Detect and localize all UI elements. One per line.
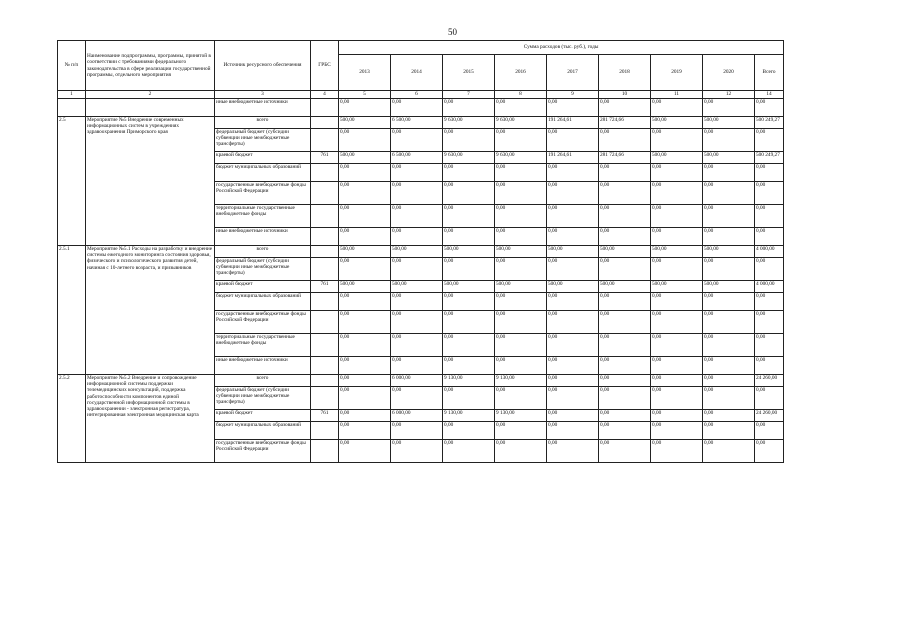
amount-cell: 0,00	[443, 205, 495, 228]
amount-cell: 0,00	[599, 228, 651, 246]
funding-source: краевой бюджет	[215, 281, 311, 293]
amount-cell: 500,00	[495, 281, 547, 293]
amount-cell: 0,00	[443, 440, 495, 463]
amount-cell: 0,00	[755, 422, 784, 440]
amount-cell: 0,00	[651, 410, 703, 422]
amount-cell: 0,00	[547, 182, 599, 205]
amount-cell: 0,00	[443, 99, 495, 117]
amount-cell: 0,00	[495, 258, 547, 281]
amount-cell: 0,00	[495, 293, 547, 311]
grbs-code	[311, 258, 339, 281]
funding-source: всего	[215, 117, 311, 129]
amount-cell: 0,00	[703, 99, 755, 117]
header-year: 2019	[651, 55, 703, 91]
amount-cell: 0,00	[703, 410, 755, 422]
amount-cell: 0,00	[547, 440, 599, 463]
amount-cell: 9 630,00	[495, 117, 547, 129]
amount-cell: 0,00	[547, 99, 599, 117]
grbs-code	[311, 182, 339, 205]
grbs-code	[311, 164, 339, 182]
amount-cell: 0,00	[391, 422, 443, 440]
amount-cell: 0,00	[391, 311, 443, 334]
amount-cell: 0,00	[391, 99, 443, 117]
amount-cell: 0,00	[339, 99, 391, 117]
amount-cell: 0,00	[703, 387, 755, 410]
column-number: 8	[495, 91, 547, 99]
amount-cell: 9 130,00	[443, 410, 495, 422]
table-row	[58, 375, 784, 387]
amount-cell: 0,00	[755, 164, 784, 182]
amount-cell: 0,00	[651, 311, 703, 334]
header-grbs: ГРБС	[311, 41, 339, 91]
funding-source: государственные внебюджетные фонды Российской Федерации	[215, 182, 311, 205]
table-row	[58, 117, 784, 129]
amount-cell: 0,00	[703, 375, 755, 387]
amount-cell: 0,00	[651, 387, 703, 410]
amount-cell: 6 500,00	[391, 152, 443, 164]
amount-cell: 0,00	[599, 129, 651, 152]
amount-cell: 500,00	[703, 117, 755, 129]
amount-cell: 0,00	[651, 228, 703, 246]
amount-cell: 0,00	[547, 228, 599, 246]
amount-cell: 0,00	[703, 357, 755, 375]
amount-cell: 500,00	[339, 281, 391, 293]
amount-cell: 9 630,00	[495, 152, 547, 164]
amount-cell: 0,00	[547, 311, 599, 334]
amount-cell: 0,00	[651, 258, 703, 281]
grbs-code	[311, 99, 339, 117]
column-number: 14	[755, 91, 784, 99]
header-year: 2020	[703, 55, 755, 91]
header-year: 2017	[547, 55, 599, 91]
header-year: 2015	[443, 55, 495, 91]
grbs-code	[311, 387, 339, 410]
amount-cell: 500,00	[547, 246, 599, 258]
amount-cell: 0,00	[547, 422, 599, 440]
amount-cell: 0,00	[391, 164, 443, 182]
column-number: 11	[651, 91, 703, 99]
row-number	[58, 99, 86, 117]
column-number: 7	[443, 91, 495, 99]
amount-cell: 0,00	[495, 422, 547, 440]
amount-cell: 0,00	[651, 357, 703, 375]
amount-cell: 0,00	[755, 129, 784, 152]
amount-cell: 0,00	[651, 334, 703, 357]
amount-cell: 500,00	[599, 246, 651, 258]
amount-cell: 0,00	[443, 293, 495, 311]
amount-cell: 0,00	[599, 293, 651, 311]
amount-cell: 0,00	[495, 205, 547, 228]
funding-source: бюджет муниципальных образований	[215, 164, 311, 182]
funding-source: иные внебюджетные источники	[215, 99, 311, 117]
amount-cell: 9 130,00	[443, 375, 495, 387]
amount-cell: 0,00	[755, 99, 784, 117]
amount-cell: 0,00	[339, 293, 391, 311]
amount-cell: 500,00	[443, 281, 495, 293]
amount-cell: 0,00	[599, 334, 651, 357]
amount-cell: 500,00	[651, 246, 703, 258]
amount-cell: 0,00	[495, 182, 547, 205]
amount-cell: 0,00	[547, 205, 599, 228]
grbs-code	[311, 228, 339, 246]
amount-cell: 0,00	[443, 334, 495, 357]
amount-cell: 0,00	[651, 182, 703, 205]
amount-cell: 0,00	[339, 258, 391, 281]
amount-cell: 0,00	[755, 205, 784, 228]
amount-cell: 0,00	[703, 258, 755, 281]
column-number: 9	[547, 91, 599, 99]
funding-source: федеральный бюджет (субсидии субвенции иные межбюджетные трансферты)	[215, 387, 311, 410]
funding-source: федеральный бюджет (субсидии субвенции иные межбюджетные трансферты)	[215, 129, 311, 152]
amount-cell: 0,00	[651, 375, 703, 387]
amount-cell: 0,00	[651, 293, 703, 311]
amount-cell: 500,00	[339, 152, 391, 164]
header-year: 2016	[495, 55, 547, 91]
column-number: 2	[86, 91, 215, 99]
amount-cell: 6 000,00	[391, 375, 443, 387]
amount-cell: 500,00	[703, 152, 755, 164]
column-number: 10	[599, 91, 651, 99]
funding-source: иные внебюджетные источники	[215, 228, 311, 246]
amount-cell: 0,00	[599, 410, 651, 422]
amount-cell: 500 249,27	[755, 117, 784, 129]
measure-name: Мероприятие №5.2 Внедрение и сопровождение информационной системы поддержки телемедицинских консультаций, поддержка работоспособности компонентов единой государственной информационной системы в здравоохранении - электронная регистратура, интегрированная электронная медицинская карта	[86, 375, 215, 463]
amount-cell: 0,00	[339, 334, 391, 357]
column-number: 6	[391, 91, 443, 99]
amount-cell: 0,00	[755, 258, 784, 281]
amount-cell: 0,00	[495, 357, 547, 375]
amount-cell: 9 130,00	[495, 375, 547, 387]
amount-cell: 0,00	[443, 357, 495, 375]
grbs-code: 761	[311, 410, 339, 422]
header-year: 2013	[339, 55, 391, 91]
amount-cell: 0,00	[443, 164, 495, 182]
amount-cell: 4 000,00	[755, 246, 784, 258]
amount-cell: 0,00	[339, 205, 391, 228]
amount-cell: 0,00	[391, 440, 443, 463]
amount-cell: 500,00	[339, 246, 391, 258]
amount-cell: 0,00	[651, 440, 703, 463]
amount-cell: 500,00	[391, 246, 443, 258]
amount-cell: 0,00	[443, 387, 495, 410]
amount-cell: 0,00	[703, 422, 755, 440]
funding-source: краевой бюджет	[215, 410, 311, 422]
amount-cell: 0,00	[391, 228, 443, 246]
amount-cell: 0,00	[339, 440, 391, 463]
amount-cell: 0,00	[495, 228, 547, 246]
amount-cell: 0,00	[443, 422, 495, 440]
amount-cell: 0,00	[755, 293, 784, 311]
amount-cell: 0,00	[339, 311, 391, 334]
amount-cell: 0,00	[547, 164, 599, 182]
funding-source: иные внебюджетные источники	[215, 357, 311, 375]
amount-cell: 0,00	[547, 375, 599, 387]
amount-cell: 0,00	[651, 129, 703, 152]
amount-cell: 0,00	[391, 387, 443, 410]
amount-cell: 0,00	[599, 375, 651, 387]
amount-cell: 281 724,66	[599, 117, 651, 129]
amount-cell: 0,00	[495, 311, 547, 334]
amount-cell: 0,00	[339, 375, 391, 387]
funding-source: государственные внебюджетные фонды Российской Федерации	[215, 311, 311, 334]
amount-cell: 0,00	[755, 387, 784, 410]
amount-cell: 0,00	[651, 205, 703, 228]
amount-cell: 0,00	[651, 99, 703, 117]
amount-cell: 191 264,61	[547, 152, 599, 164]
amount-cell: 0,00	[755, 311, 784, 334]
amount-cell: 0,00	[703, 311, 755, 334]
grbs-code	[311, 293, 339, 311]
amount-cell: 0,00	[651, 422, 703, 440]
header-year: Всего	[755, 55, 784, 91]
amount-cell: 0,00	[547, 129, 599, 152]
grbs-code	[311, 117, 339, 129]
amount-cell: 0,00	[703, 164, 755, 182]
grbs-code	[311, 334, 339, 357]
amount-cell: 0,00	[495, 129, 547, 152]
table-row	[58, 246, 784, 258]
funding-source: всего	[215, 375, 311, 387]
amount-cell: 0,00	[339, 164, 391, 182]
amount-cell: 0,00	[703, 182, 755, 205]
measure-name: Мероприятие №5.1 Расходы на разработку и внедрение системы ежегодного мониторинга состояния здоровья, физического и психологического развития детей, начиная с 10-летнего возраста, и призывников	[86, 246, 215, 375]
grbs-code	[311, 375, 339, 387]
amount-cell: 0,00	[339, 357, 391, 375]
amount-cell: 0,00	[339, 129, 391, 152]
grbs-code	[311, 440, 339, 463]
amount-cell: 0,00	[391, 182, 443, 205]
amount-cell: 0,00	[599, 357, 651, 375]
funding-source: территориальные государственные внебюджетные фонды	[215, 334, 311, 357]
amount-cell: 9 630,00	[443, 117, 495, 129]
header-source: Источник ресурсного обеспечения	[215, 41, 311, 91]
amount-cell: 0,00	[339, 228, 391, 246]
header-year: 2014	[391, 55, 443, 91]
amount-cell: 500,00	[651, 117, 703, 129]
amount-cell: 0,00	[703, 129, 755, 152]
amount-cell: 0,00	[599, 422, 651, 440]
amount-cell: 0,00	[547, 357, 599, 375]
funding-source: государственные внебюджетные фонды Российской Федерации	[215, 440, 311, 463]
amount-cell: 0,00	[599, 182, 651, 205]
amount-cell: 0,00	[495, 334, 547, 357]
header-num: № п/п	[58, 41, 86, 91]
table-row	[58, 99, 784, 117]
amount-cell: 500,00	[703, 246, 755, 258]
amount-cell: 500,00	[703, 281, 755, 293]
amount-cell: 0,00	[495, 164, 547, 182]
amount-cell: 0,00	[599, 164, 651, 182]
amount-cell: 4 000,00	[755, 281, 784, 293]
amount-cell: 281 724,66	[599, 152, 651, 164]
amount-cell: 0,00	[391, 205, 443, 228]
amount-cell: 500,00	[443, 246, 495, 258]
amount-cell: 0,00	[755, 334, 784, 357]
amount-cell: 0,00	[599, 205, 651, 228]
amount-cell: 0,00	[599, 440, 651, 463]
amount-cell: 0,00	[391, 293, 443, 311]
amount-cell: 0,00	[339, 387, 391, 410]
column-number: 4	[311, 91, 339, 99]
amount-cell: 0,00	[703, 334, 755, 357]
column-number: 5	[339, 91, 391, 99]
column-number: 3	[215, 91, 311, 99]
amount-cell: 0,00	[495, 99, 547, 117]
grbs-code	[311, 246, 339, 258]
measure-name: Мероприятие №5 Внедрение современных информационных систем в учреждениях здравоохранения Приморского края	[86, 117, 215, 246]
amount-cell: 0,00	[339, 410, 391, 422]
amount-cell: 0,00	[755, 440, 784, 463]
amount-cell: 6 500,00	[391, 117, 443, 129]
header-name: Наименование подпрограммы, программы, принятой в соответствии с требованиями федерального законодательства в сфере реализации государственной программы, отдельного мероприятия	[86, 41, 215, 91]
funding-source: территориальные государственные внебюджетные фонды	[215, 205, 311, 228]
amount-cell: 500 249,27	[755, 152, 784, 164]
grbs-code	[311, 311, 339, 334]
amount-cell: 0,00	[703, 440, 755, 463]
amount-cell: 0,00	[703, 228, 755, 246]
amount-cell: 0,00	[495, 387, 547, 410]
amount-cell: 0,00	[391, 258, 443, 281]
amount-cell: 0,00	[443, 258, 495, 281]
expenses-table	[57, 40, 784, 463]
amount-cell: 0,00	[391, 357, 443, 375]
funding-source: всего	[215, 246, 311, 258]
column-number: 1	[58, 91, 86, 99]
amount-cell: 0,00	[339, 182, 391, 205]
amount-cell: 0,00	[443, 228, 495, 246]
amount-cell: 0,00	[703, 205, 755, 228]
amount-cell: 0,00	[599, 99, 651, 117]
funding-source: бюджет муниципальных образований	[215, 293, 311, 311]
amount-cell: 0,00	[755, 357, 784, 375]
amount-cell: 0,00	[547, 293, 599, 311]
amount-cell: 500,00	[599, 281, 651, 293]
amount-cell: 24 260,00	[755, 410, 784, 422]
amount-cell: 500,00	[651, 281, 703, 293]
amount-cell: 0,00	[391, 334, 443, 357]
amount-cell: 0,00	[443, 311, 495, 334]
amount-cell: 0,00	[547, 258, 599, 281]
amount-cell: 6 000,00	[391, 410, 443, 422]
amount-cell: 500,00	[495, 246, 547, 258]
amount-cell: 0,00	[651, 164, 703, 182]
grbs-code	[311, 205, 339, 228]
amount-cell: 0,00	[339, 422, 391, 440]
funding-source: федеральный бюджет (субсидии субвенции иные межбюджетные трансферты)	[215, 258, 311, 281]
amount-cell: 500,00	[651, 152, 703, 164]
amount-cell: 500,00	[339, 117, 391, 129]
amount-cell: 0,00	[391, 129, 443, 152]
amount-cell: 9 130,00	[495, 410, 547, 422]
header-expenses-title: Сумма расходов (тыс. руб.), годы	[339, 41, 784, 55]
amount-cell: 0,00	[599, 311, 651, 334]
amount-cell: 0,00	[547, 387, 599, 410]
amount-cell: 500,00	[547, 281, 599, 293]
amount-cell: 24 260,00	[755, 375, 784, 387]
column-number: 12	[703, 91, 755, 99]
amount-cell: 0,00	[443, 129, 495, 152]
header-year: 2018	[599, 55, 651, 91]
grbs-code	[311, 129, 339, 152]
amount-cell: 191 264,61	[547, 117, 599, 129]
row-number: 2.5	[58, 117, 86, 246]
grbs-code: 761	[311, 281, 339, 293]
funding-source: краевой бюджет	[215, 152, 311, 164]
amount-cell: 0,00	[599, 258, 651, 281]
grbs-code: 761	[311, 152, 339, 164]
row-number: 2.5.2	[58, 375, 86, 463]
amount-cell: 0,00	[599, 387, 651, 410]
row-number: 2.5.1	[58, 246, 86, 375]
amount-cell: 0,00	[703, 293, 755, 311]
amount-cell: 0,00	[547, 334, 599, 357]
grbs-code	[311, 357, 339, 375]
amount-cell: 0,00	[443, 182, 495, 205]
amount-cell: 500,00	[391, 281, 443, 293]
funding-source: бюджет муниципальных образований	[215, 422, 311, 440]
amount-cell: 0,00	[547, 410, 599, 422]
measure-name	[86, 99, 215, 117]
amount-cell: 9 630,00	[443, 152, 495, 164]
amount-cell: 0,00	[495, 440, 547, 463]
amount-cell: 0,00	[755, 182, 784, 205]
grbs-code	[311, 422, 339, 440]
amount-cell: 0,00	[755, 228, 784, 246]
page-number: 50	[448, 27, 457, 37]
